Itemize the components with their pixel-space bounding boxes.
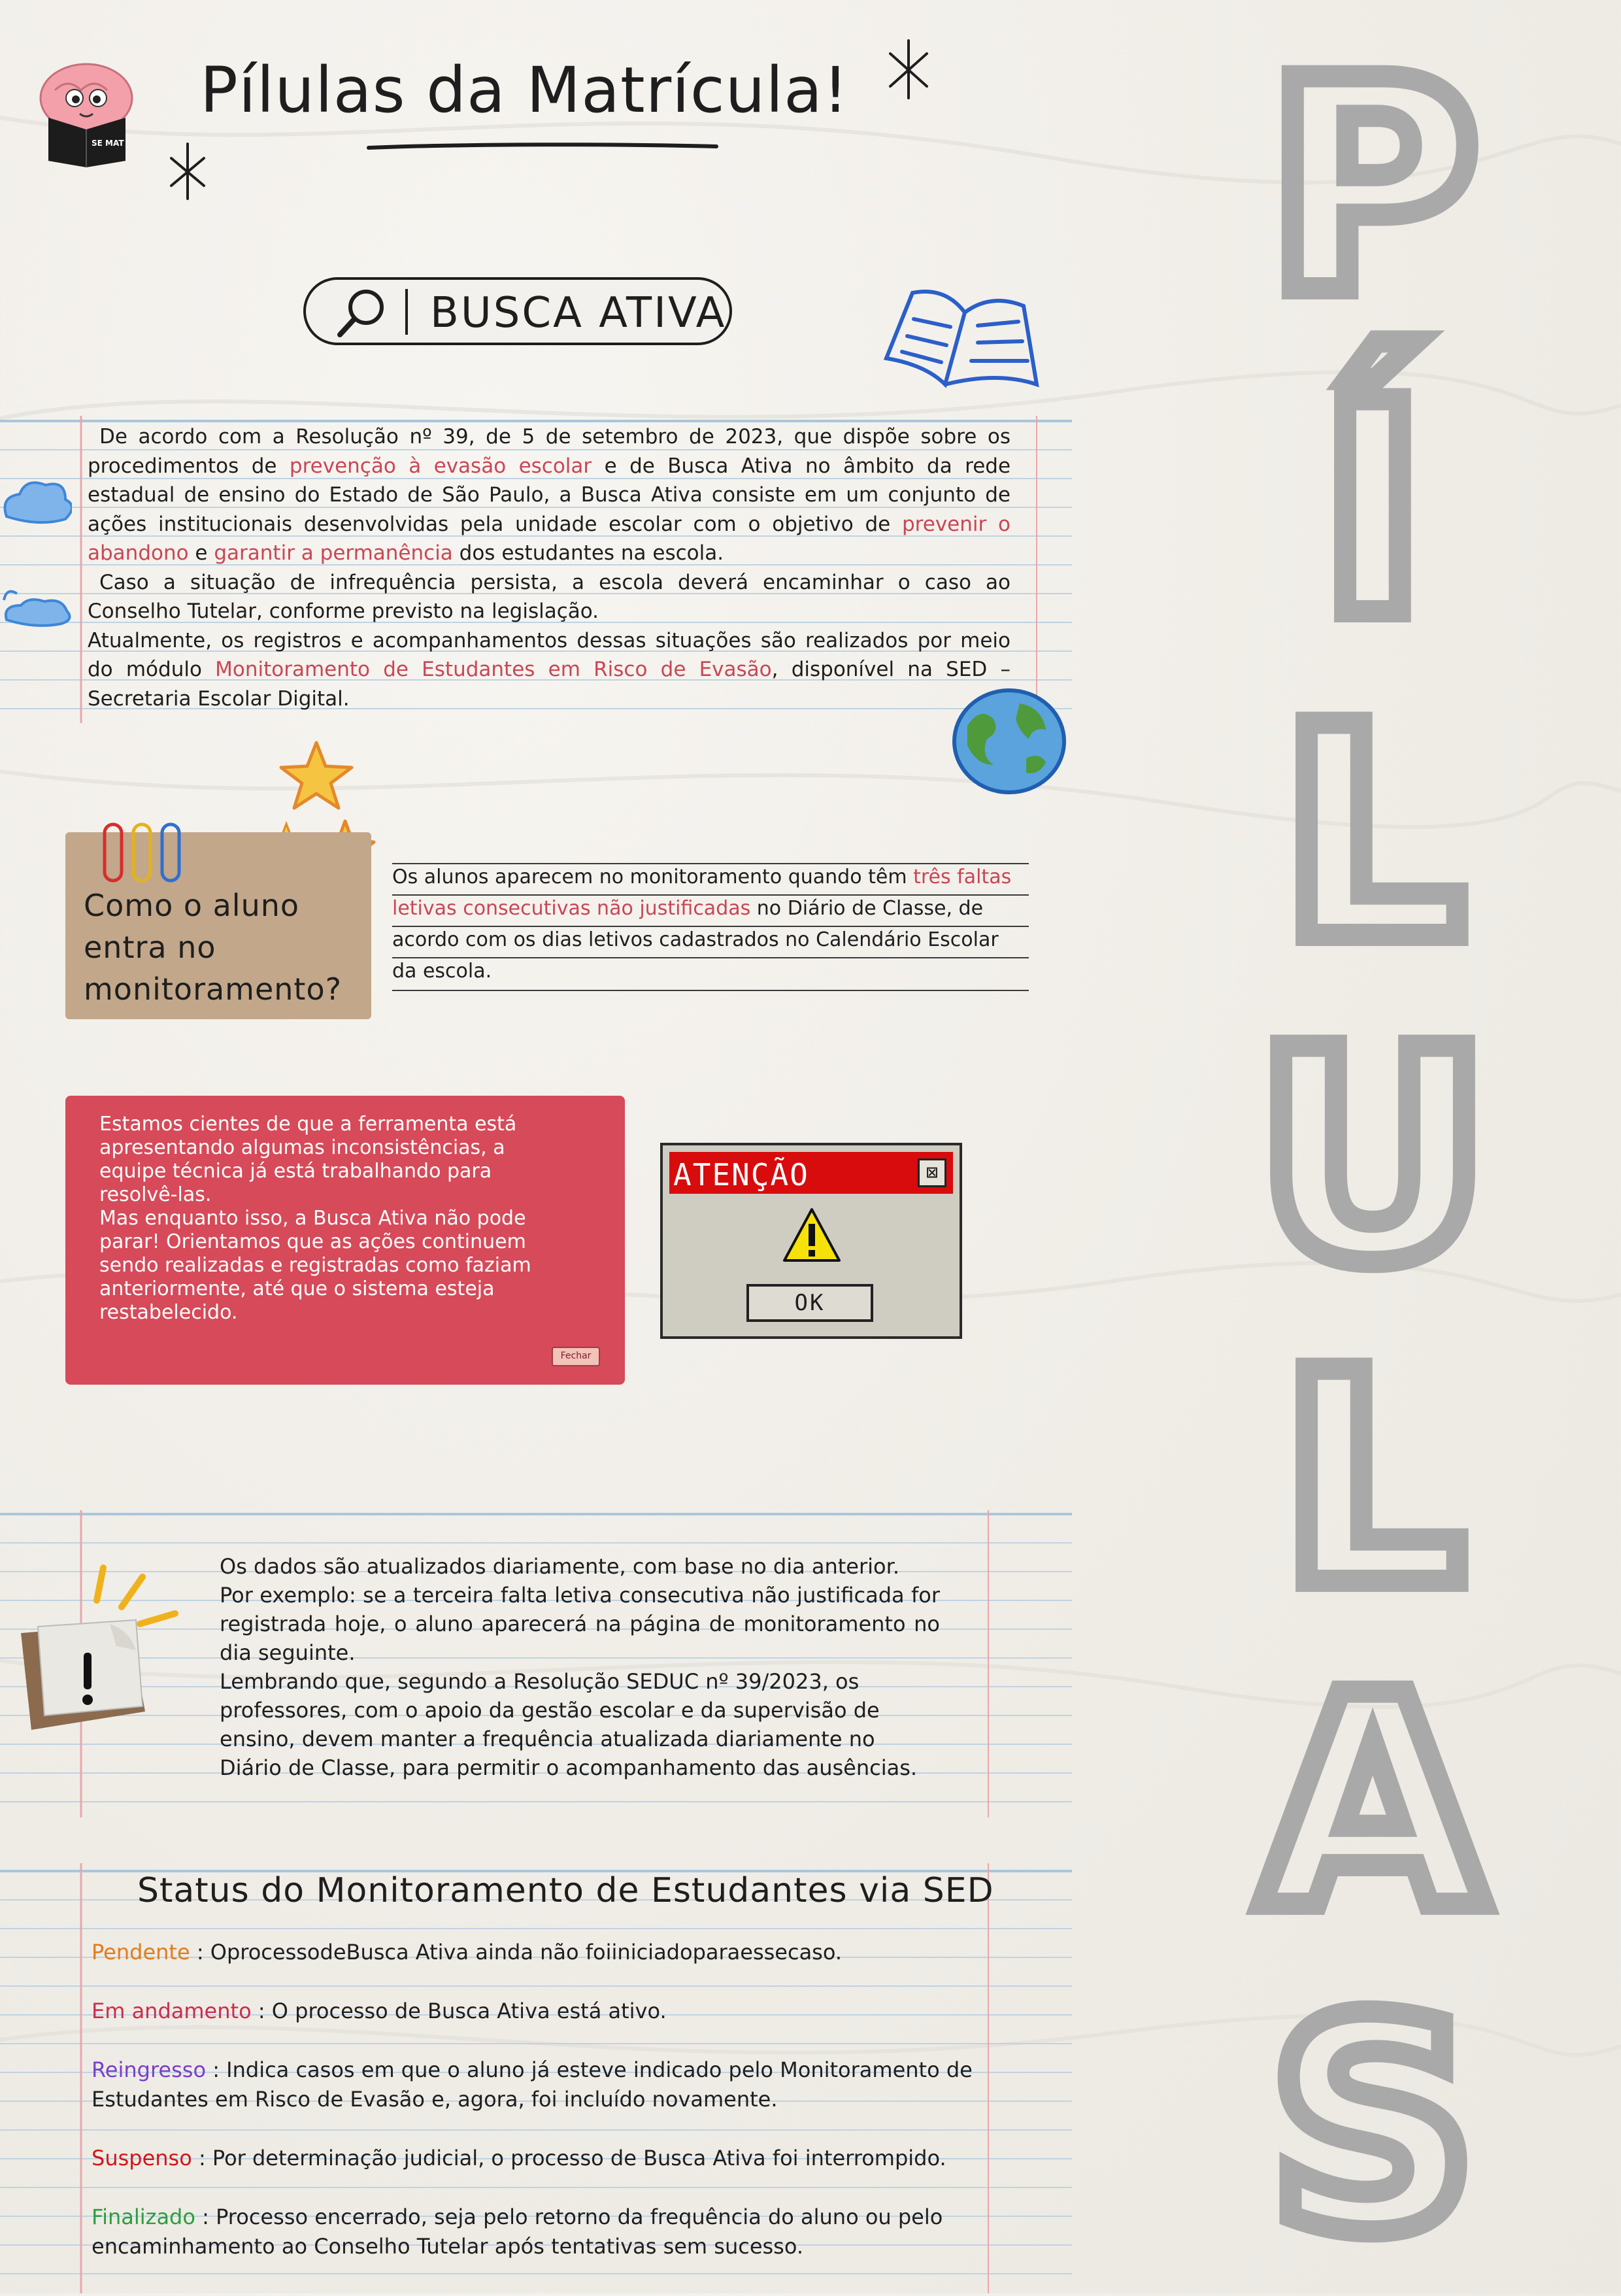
text-run: Atualmente, os registros e acompanhamentos dessas situações são realizados por meio do módulo [88,628,1011,681]
entry-text [392,862,1020,987]
section-search-pill [303,277,732,345]
side-word-letter: L [1280,1311,1465,1649]
intro-paragraph-1 [88,422,1011,568]
warning-title-bar [669,1152,953,1194]
status-label: Pendente [92,1940,190,1965]
side-word-pilulas [1235,18,1510,2296]
page-title: Pílulas da Matrícula! [200,54,849,127]
status-item-reingresso [92,2055,1059,2114]
highlight-text: prevenção à evasão escolar [289,454,592,478]
window-close-button[interactable]: ⊠ [918,1158,946,1187]
status-description: : Processo encerrado, seja pelo retorno da frequência do aluno ou pelo encaminhamento ao Conselho Tutelar após tentativas sem sucesso. [92,2204,943,2259]
update-paragraph-1: Os dados são atualizados diariamente, com base no dia anterior. [220,1554,899,1579]
status-label: Suspenso [92,2146,192,2170]
alert-close-button[interactable]: Fechar [552,1347,600,1366]
status-description: : O processo de Busca Ativa está ativo. [251,1999,667,2023]
text-run: no Diário de Classe, de acordo com os dias letivos cadastrados no Calendário Escolar da escola. [392,897,999,983]
alert-line-1: Estamos cientes de que a ferramenta está apresentando algumas inconsistências, a equipe técnica já está trabalhando para resolvê-las. [99,1113,517,1206]
side-word-letter: L [1280,665,1465,1004]
side-word-letter: P [1265,18,1480,357]
exclamation-note-icon [12,1561,195,1744]
intro-paragraph-2: Caso a situação de infrequência persista, a escola deverá encaminhar o caso ao Conselho Tutelar, conforme previsto na legislação. [88,570,1011,623]
text-run: dos estudantes na escola. [452,541,724,565]
entry-question-title: Como o aluno entra no monitoramento? [84,888,343,1007]
rule-line [392,990,1029,991]
open-book-icon [873,273,1051,404]
status-description: : Por determinação judicial, o processo de Busca Ativa foi interrompido. [192,2146,946,2170]
sparkle-icon [165,140,210,203]
side-word-letter: S [1267,1957,1478,2296]
search-icon [332,285,391,340]
pill-divider [405,289,408,335]
globe-icon [948,686,1069,798]
status-description: : OprocessodeBusca Ativa ainda não foiiniciadoparaessecaso. [190,1940,843,1965]
status-label: Em andamento [92,1999,252,2023]
brain-mascot-icon [29,58,140,169]
warning-window [660,1143,962,1339]
text-run: e [188,541,214,565]
sparkle-icon [882,37,935,102]
section-title: BUSCA ATIVA [430,289,727,337]
status-item-pendente [92,1938,1059,1967]
highlight-text: Monitoramento de Estudantes em Risco de Evasão [215,658,772,681]
alert-line-2: Mas enquanto isso, a Busca Ativa não pode parar! Orientamos que as ações continuem sendo realizadas e registradas como faziam anteriormente, até que o sistema esteja restabelecido. [99,1207,531,1324]
highlight-text: garantir a permanência [214,541,453,565]
status-label: Finalizado [92,2204,195,2229]
text-run: De acordo com a Resolução nº 39, de 5 de setembro de 2023, que dispõe sobre os procedimentos de [88,425,1011,478]
blue-cloud-icon [0,574,76,635]
entry-question-card [65,832,371,1019]
update-text [220,1552,940,1782]
title-underline [366,140,719,153]
side-word-letter: U [1254,988,1491,1326]
warning-title: ATENÇÃO [673,1157,809,1192]
mascot-book-badge: SE MAT [92,139,124,148]
alert-text [99,1113,570,1325]
highlight-text: três faltas letivas consecutivas não justificadas [392,866,1012,920]
update-paragraph-2: Por exemplo: se a terceira falta letiva consecutiva não justificada for registrada hoje, o aluno aparecerá na página de monitoramento no dia seguinte. [220,1583,940,1665]
paper-clip-icon [101,822,186,887]
alert-card [65,1096,625,1385]
warning-icon [780,1206,843,1264]
status-description: : Indica casos em que o aluno já esteve indicado pelo Monitoramento de Estudantes em Risco de Evasão e, agora, foi incluído novamente. [92,2057,973,2112]
status-section-title: Status do Monitoramento de Estudantes via SED [137,1871,994,1910]
star-icon [277,739,356,812]
status-item-em-andamento [92,1997,1059,2026]
intro-paragraph-3 [88,626,1011,714]
status-item-suspenso [92,2144,1059,2173]
text-run: e de Busca Ativa no âmbito da rede estadual de ensino do Estado de São Paulo, a Busca Ativa consiste em um conjunto de ações institucionais desenvolvidas pela unidade escolar com o objetivo de [88,454,1011,536]
text-run: Os alunos aparecem no monitoramento quando têm [392,866,914,888]
status-list [92,1938,1059,2261]
highlight-text: prevenir o abandono [88,512,1011,565]
status-item-finalizado [92,2203,1059,2261]
intro-text [88,422,1011,713]
side-word-letter: Í [1318,341,1427,680]
ok-button[interactable]: OK [746,1284,873,1322]
text-run: , disponível na SED – Secretaria Escolar Digital. [88,658,1011,711]
blue-cloud-icon [0,477,72,536]
status-label: Reingresso [92,2057,207,2082]
side-word-letter: A [1260,1634,1486,1972]
update-paragraph-3: Lembrando que, segundo a Resolução SEDUC nº 39/2023, os professores, com o apoio da gestão escolar e da supervisão de ensino, devem manter a frequência atualizada diariamente no Diário de Classe, para permitir o acompanhamento das ausências. [220,1669,918,1780]
